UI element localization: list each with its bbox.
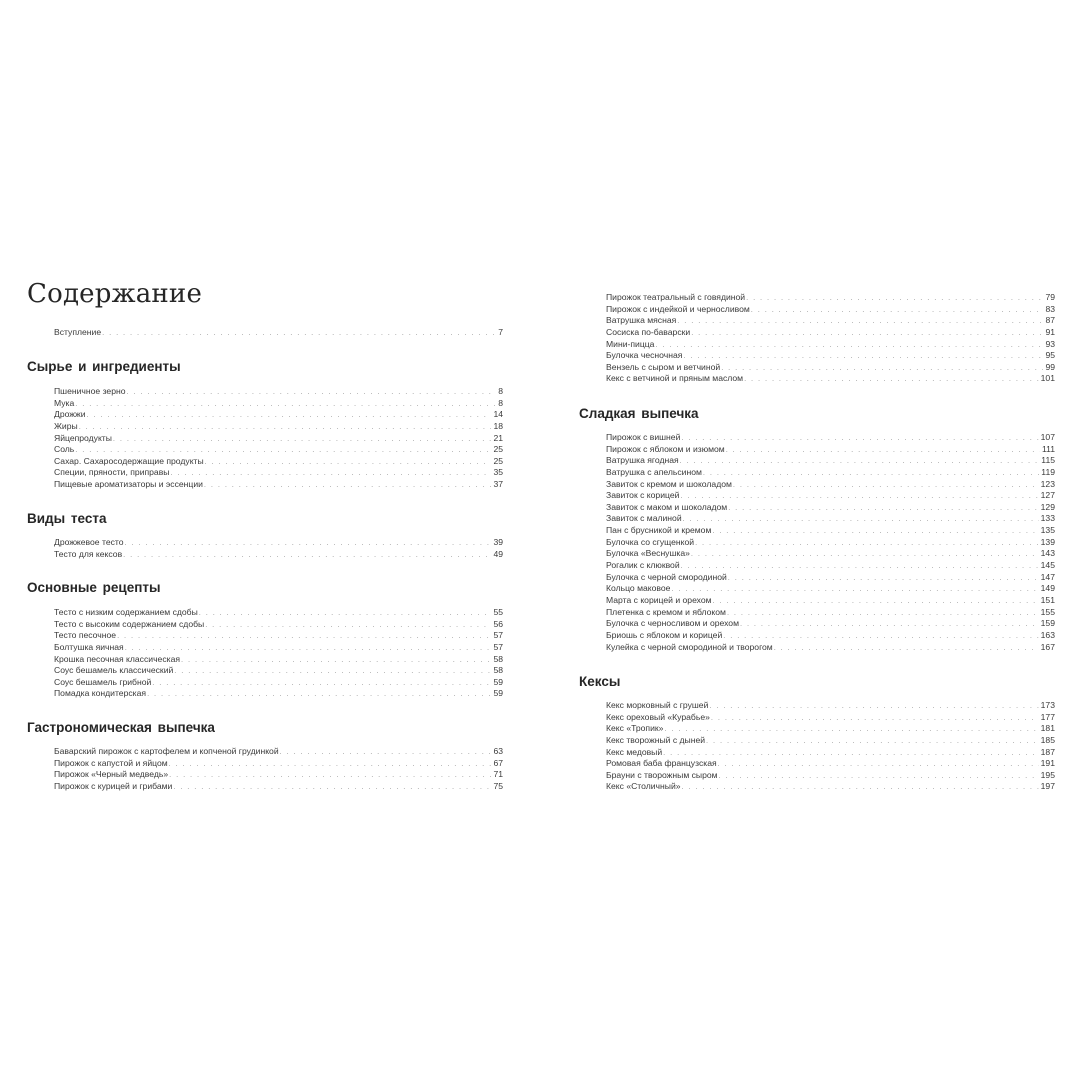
entry-title: Пищевые ароматизаторы и эссенции	[54, 479, 203, 490]
toc-entry[interactable]	[54, 665, 503, 677]
toc-entry[interactable]	[54, 386, 503, 398]
toc-entry[interactable]	[54, 654, 503, 666]
entry-page-number: 173	[1040, 700, 1055, 710]
entry-title: Булочка с черносливом и орехом	[606, 618, 739, 629]
entry-page-number: 191	[1040, 758, 1055, 769]
entry-page-number: 163	[1040, 629, 1055, 640]
entry-page-number: 119	[1041, 466, 1055, 477]
section-list-basic-recipes	[54, 607, 503, 700]
entry-title: Кекс морковный с грушей	[606, 700, 709, 710]
toc-entry[interactable]	[606, 292, 1055, 304]
toc-entry[interactable]	[54, 630, 503, 642]
entry-title: Завиток с маком и шоколадом	[606, 501, 728, 512]
entry-title: Крошка песочная классическая	[54, 653, 181, 664]
toc-entry[interactable]	[606, 339, 1055, 351]
entry-page-number: 133	[1040, 513, 1055, 524]
dot-leader	[664, 723, 1038, 735]
dot-leader	[718, 758, 1039, 770]
entry-title: Булочка «Веснушка»	[606, 548, 690, 559]
entry-title: Булочка чесночная	[606, 350, 683, 361]
entry-page-number: 167	[1040, 641, 1055, 652]
entry-title: Кольцо маковое	[606, 583, 671, 594]
dot-leader	[152, 677, 491, 689]
entry-title: Кекс творожный с дыней	[606, 734, 706, 745]
dot-leader	[706, 735, 1039, 747]
entry-title: Сосиска по-баварски	[606, 326, 691, 337]
toc-entry[interactable]	[606, 490, 1055, 502]
toc-entry[interactable]	[606, 770, 1055, 782]
entry-title: Булочка с черной смородиной	[606, 571, 727, 582]
dot-leader	[721, 362, 1043, 374]
entry-title: Пирожок «Черный медведь»	[54, 769, 169, 780]
dot-leader	[87, 409, 492, 421]
dot-leader	[719, 770, 1039, 782]
dot-leader	[746, 292, 1043, 304]
toc-entry[interactable]	[606, 467, 1055, 479]
toc-entry[interactable]	[606, 350, 1055, 362]
toc-entry[interactable]	[606, 723, 1055, 735]
toc-entry[interactable]	[54, 433, 503, 445]
entry-page-number: 25	[493, 444, 503, 455]
dot-leader	[680, 455, 1040, 467]
intro-list	[54, 327, 503, 339]
dot-leader	[709, 700, 1038, 712]
dot-leader	[691, 327, 1043, 339]
dot-leader	[280, 746, 492, 758]
entry-title: Баварский пирожок с картофелем и копченой грудинкой	[54, 746, 279, 756]
entry-page-number: 139	[1040, 536, 1055, 547]
entry-page-number: 127	[1040, 490, 1055, 501]
dot-leader	[125, 537, 492, 549]
entry-title: Завиток с корицей	[606, 490, 680, 501]
section-heading-cakes: Кексы	[579, 674, 621, 689]
dot-leader	[677, 315, 1043, 327]
entry-page-number: 71	[493, 769, 503, 780]
toc-entry[interactable]	[606, 781, 1055, 793]
entry-page-number: 151	[1040, 594, 1055, 605]
toc-entry[interactable]	[54, 444, 503, 456]
dot-leader	[682, 781, 1039, 793]
dot-leader	[691, 548, 1039, 560]
dot-leader	[75, 398, 496, 410]
entry-title: Ватрушка ягодная	[606, 455, 679, 466]
toc-entry[interactable]	[54, 642, 503, 654]
entry-page-number: 58	[493, 653, 503, 664]
toc-entry[interactable]	[54, 677, 503, 689]
dot-leader	[728, 572, 1039, 584]
entry-title: Кекс ореховый «Курабье»	[606, 711, 710, 722]
entry-title: Пирожок с индейкой и черносливом	[606, 303, 750, 314]
dot-leader	[174, 665, 491, 677]
dot-leader	[712, 525, 1038, 537]
entry-title: Дрожжи	[54, 409, 86, 420]
dot-leader	[169, 769, 491, 781]
entry-title: Ватрушка с апельсином	[606, 466, 702, 477]
toc-entry[interactable]	[606, 315, 1055, 327]
dot-leader	[680, 490, 1038, 502]
dot-leader	[204, 479, 492, 491]
dot-leader	[751, 304, 1044, 316]
toc-entry[interactable]	[606, 560, 1055, 572]
dot-leader	[740, 618, 1039, 630]
toc-entry[interactable]	[606, 758, 1055, 770]
entry-title: Дрожжевое тесто	[54, 537, 124, 547]
toc-entry[interactable]	[54, 549, 503, 561]
toc-entry[interactable]	[606, 327, 1055, 339]
dot-leader	[127, 386, 497, 398]
entry-page-number: 56	[493, 618, 503, 629]
toc-entry[interactable]	[54, 479, 503, 491]
entry-title: Марта с корицей и орехом	[606, 594, 712, 605]
entry-page-number: 195	[1040, 769, 1055, 780]
dot-leader	[727, 607, 1039, 619]
entry-title: Завиток с малиной	[606, 513, 682, 524]
entry-title: Вступление	[54, 327, 102, 337]
entry-page-number: 145	[1040, 560, 1055, 571]
entry-title: Брауни с творожным сыром	[606, 769, 718, 780]
entry-page-number: 181	[1040, 723, 1055, 734]
entry-page-number: 101	[1040, 373, 1055, 384]
toc-entry[interactable]	[606, 479, 1055, 491]
dot-leader	[671, 583, 1038, 595]
section-heading-sweet-baking: Сладкая выпечка	[579, 406, 699, 421]
dot-leader	[75, 444, 491, 456]
toc-entry[interactable]	[54, 619, 503, 631]
entry-title: Пан с брусникой и кремом	[606, 525, 712, 536]
toc-entry[interactable]	[54, 607, 503, 619]
dot-leader	[181, 654, 491, 666]
entry-title: Булочка со сгущенкой	[606, 536, 695, 547]
dot-leader	[173, 781, 491, 793]
entry-page-number: 83	[1045, 303, 1055, 314]
dot-leader	[102, 327, 496, 339]
entry-title: Жиры	[54, 420, 78, 431]
toc-entry[interactable]	[54, 781, 503, 793]
dot-leader	[199, 607, 492, 619]
section-list-cakes	[606, 700, 1055, 793]
entry-page-number: 155	[1040, 606, 1055, 617]
toc-entry[interactable]	[606, 455, 1055, 467]
entry-page-number: 67	[493, 757, 503, 768]
entry-page-number: 59	[493, 676, 503, 687]
toc-entry[interactable]	[606, 502, 1055, 514]
entry-page-number: 63	[493, 746, 503, 756]
dot-leader	[774, 642, 1039, 654]
entry-title: Кекс медовый	[606, 746, 663, 757]
dot-leader	[125, 642, 492, 654]
toc-entry[interactable]	[54, 758, 503, 770]
entry-page-number: 99	[1045, 361, 1055, 372]
entry-page-number: 143	[1040, 548, 1055, 559]
toc-entry[interactable]	[606, 712, 1055, 724]
entry-page-number: 177	[1040, 711, 1055, 722]
toc-entry[interactable]	[606, 537, 1055, 549]
toc-entry[interactable]	[54, 456, 503, 468]
entry-title: Пирожок с яблоком и изюмом	[606, 443, 725, 454]
entry-title: Пирожок театральный с говядиной	[606, 292, 746, 302]
entry-page-number: 87	[1045, 315, 1055, 326]
entry-title: Пшеничное зерно	[54, 386, 126, 396]
entry-title: Тесто песочное	[54, 630, 117, 641]
entry-page-number: 8	[498, 386, 503, 396]
toc-entry[interactable]	[606, 525, 1055, 537]
entry-page-number: 197	[1040, 781, 1055, 792]
dot-leader	[713, 595, 1039, 607]
entry-title: Пирожок с курицей и грибами	[54, 780, 173, 791]
toc-entry[interactable]	[606, 607, 1055, 619]
dot-leader	[681, 432, 1038, 444]
entry-page-number: 55	[493, 607, 503, 617]
entry-page-number: 149	[1040, 583, 1055, 594]
entry-page-number: 135	[1040, 525, 1055, 536]
entry-title: Рогалик с клюквой	[606, 560, 680, 571]
toc-entry[interactable]	[606, 444, 1055, 456]
dot-leader	[169, 758, 492, 770]
entry-page-number: 111	[1041, 443, 1055, 454]
toc-entry[interactable]	[54, 746, 503, 758]
toc-entry[interactable]	[54, 537, 503, 549]
dot-leader	[113, 433, 492, 445]
toc-entry[interactable]	[606, 700, 1055, 712]
entry-page-number: 107	[1040, 432, 1055, 442]
entry-title: Соус бешамель классический	[54, 665, 174, 676]
section-heading-dough-types: Виды теста	[27, 511, 107, 526]
entry-page-number: 21	[493, 432, 503, 443]
entry-page-number: 91	[1045, 326, 1055, 337]
entry-page-number: 14	[493, 409, 503, 420]
section-heading-basic-recipes: Основные рецепты	[27, 580, 161, 595]
dot-leader	[683, 350, 1043, 362]
entry-page-number: 57	[493, 630, 503, 641]
section-list-savory-baking	[54, 746, 503, 793]
entry-page-number: 123	[1040, 478, 1055, 489]
section-heading-savory-baking: Гастрономическая выпечка	[27, 720, 215, 735]
entry-page-number: 129	[1040, 501, 1055, 512]
entry-title: Ватрушка мясная	[606, 315, 677, 326]
toc-entry[interactable]	[54, 467, 503, 479]
page-title: Содержание	[27, 279, 203, 309]
entry-title: Специи, пряности, приправы	[54, 467, 170, 478]
dot-leader	[147, 688, 491, 700]
entry-title: Тесто с низким содержанием сдобы	[54, 607, 198, 617]
section-list-sweet-baking	[606, 432, 1055, 653]
dot-leader	[117, 630, 491, 642]
entry-title: Кекс с ветчиной и пряным маслом	[606, 373, 744, 384]
toc-entry[interactable]	[606, 513, 1055, 525]
entry-title: Кулейка с черной смородиной и творогом	[606, 641, 773, 652]
entry-page-number: 57	[493, 641, 503, 652]
entry-title: Болтушка яичная	[54, 641, 124, 652]
entry-page-number: 39	[493, 537, 503, 547]
toc-entry[interactable]	[606, 583, 1055, 595]
entry-page-number: 93	[1045, 338, 1055, 349]
entry-title: Соль	[54, 444, 75, 455]
entry-page-number: 49	[493, 548, 503, 559]
toc-entry[interactable]	[606, 373, 1055, 385]
toc-entry[interactable]	[606, 432, 1055, 444]
dot-leader	[711, 712, 1039, 724]
dot-leader	[681, 560, 1039, 572]
toc-entry[interactable]	[606, 304, 1055, 316]
entry-title: Помадка кондитерская	[54, 688, 147, 699]
dot-leader	[123, 549, 491, 561]
toc-entry[interactable]	[606, 595, 1055, 607]
entry-title: Ромовая баба французская	[606, 758, 717, 769]
entry-page-number: 25	[493, 455, 503, 466]
entry-page-number: 59	[493, 688, 503, 699]
dot-leader	[655, 339, 1043, 351]
entry-page-number: 187	[1040, 746, 1055, 757]
toc-entry[interactable]	[606, 735, 1055, 747]
entry-page-number: 159	[1040, 618, 1055, 629]
entry-title: Пирожок с капустой и яйцом	[54, 757, 168, 768]
entry-title: Мини-пицца	[606, 338, 655, 349]
section-list-ingredients	[54, 386, 503, 491]
entry-page-number: 18	[493, 420, 503, 431]
entry-page-number: 58	[493, 665, 503, 676]
entry-title: Вензель с сыром и ветчиной	[606, 361, 721, 372]
toc-entry[interactable]	[54, 421, 503, 433]
toc-entry[interactable]	[606, 548, 1055, 560]
entry-page-number: 7	[498, 327, 503, 337]
toc-entry[interactable]	[54, 398, 503, 410]
entry-page-number: 35	[493, 467, 503, 478]
dot-leader	[205, 456, 492, 468]
dot-leader	[728, 502, 1038, 514]
section-list-dough-types	[54, 537, 503, 560]
toc-entry[interactable]	[606, 572, 1055, 584]
entry-page-number: 147	[1040, 571, 1055, 582]
entry-page-number: 115	[1041, 455, 1055, 466]
dot-leader	[726, 444, 1040, 456]
dot-leader	[663, 747, 1038, 759]
toc-entry[interactable]	[54, 688, 503, 700]
dot-leader	[695, 537, 1039, 549]
entry-title: Тесто для кексов	[54, 548, 123, 559]
entry-page-number: 95	[1045, 350, 1055, 361]
toc-entry[interactable]	[54, 409, 503, 421]
savory-baking-continued-list	[606, 292, 1055, 385]
toc-entry[interactable]	[606, 747, 1055, 759]
entry-title: Бриошь с яблоком и корицей	[606, 629, 723, 640]
entry-title: Сахар. Сахаросодержащие продукты	[54, 455, 204, 466]
entry-page-number: 75	[493, 780, 503, 791]
entry-page-number: 185	[1040, 734, 1055, 745]
entry-title: Кекс «Столичный»	[606, 781, 681, 792]
entry-title: Пирожок с вишней	[606, 432, 681, 442]
dot-leader	[205, 619, 491, 631]
entry-title: Завиток с кремом и шоколадом	[606, 478, 732, 489]
entry-page-number: 37	[493, 479, 503, 490]
entry-title: Тесто с высоким содержанием сдобы	[54, 618, 205, 629]
toc-entry[interactable]	[606, 642, 1055, 654]
dot-leader	[733, 479, 1039, 491]
dot-leader	[744, 373, 1039, 385]
dot-leader	[79, 421, 492, 433]
dot-leader	[703, 467, 1039, 479]
entry-page-number: 8	[498, 397, 503, 408]
entry-title: Плетенка с кремом и яблоком	[606, 606, 726, 617]
dot-leader	[723, 630, 1038, 642]
dot-leader	[683, 513, 1039, 525]
entry-title: Мука	[54, 397, 75, 408]
toc-entry[interactable]	[606, 630, 1055, 642]
entry-page-number: 79	[1045, 292, 1055, 302]
toc-entry[interactable]	[606, 618, 1055, 630]
dot-leader	[170, 467, 491, 479]
toc-entry[interactable]	[54, 327, 503, 339]
toc-entry[interactable]	[606, 362, 1055, 374]
entry-title: Кекс «Тропик»	[606, 723, 664, 734]
section-heading-ingredients: Сырье и ингредиенты	[27, 359, 181, 374]
entry-title: Яйцепродукты	[54, 432, 112, 443]
entry-title: Соус бешамель грибной	[54, 676, 152, 687]
toc-entry[interactable]	[54, 769, 503, 781]
